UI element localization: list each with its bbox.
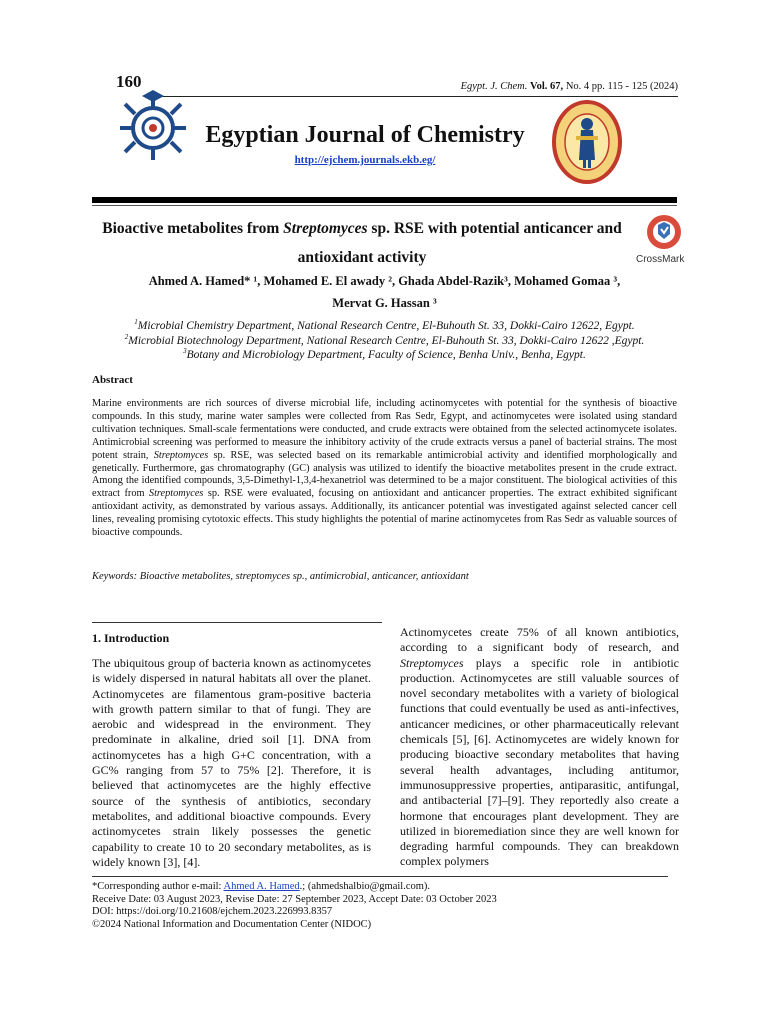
authors-line-2: Mervat G. Hassan ³ (332, 296, 437, 310)
citation-journal: Egypt. J. Chem. (460, 81, 528, 92)
keywords: Keywords: Bioactive metabolites, streptomyces sp., antimicrobial, anticancer, antioxidant (92, 571, 469, 582)
header-thick-bar (92, 197, 677, 203)
introduction-heading: 1. Introduction (92, 631, 170, 645)
abstract-body: Marine environments are rich sources of diverse microbial life, including actinomycetes with potential for the synthesis of bioactive compounds. In this study, marine water samples were collected from Ras Sedr, Egypt, and actinomycetes were isolated using standard cultivation techniques. Small-scale fermentations were conducted, and crude extracts were obtained from the selected actinomycete isolates. Antimicrobial screening was performed to measure the inhibitory activity of the crude extracts versus a panel of bacterial strains. The most potent strain, Streptomyces sp. RSE, was selected based on its remarkable antimicrobial activity and identified morphologically and genetically. Furthermore, gas chromatography (GC) analysis was utilized to identify the bioactive metabolites present in the crude extract. Among the identified compounds, 3,5-Dimethyl-1,3,4-hexanetriol was determined to be a major constituent. The biological activities of this extract from Streptomyces sp. RSE were evaluated, focusing on antioxidant and anticancer properties. The extract exhibited significant antioxidant activity, as demonstrated by various assays. Additionally, its anticancer potential was investigated against selected cancer cell lines, revealing promising cytotoxic effects. This study highlights the potential of marine actinomycetes from Ras Sedr as valuable sources of bioactive compounds. (92, 398, 677, 539)
journal-title: Egyptian Journal of Chemistry (205, 122, 525, 148)
corresponding-author: *Corresponding author e-mail: Ahmed A. Hamed.; (ahmedshalbio@gmail.com). (92, 881, 431, 892)
title-part-2: sp. RSE with potential anticancer and (367, 220, 622, 237)
footer-rule (92, 876, 668, 877)
citation-issue: No. 4 pp. 115 - 125 (2024) (565, 81, 678, 92)
header-rule (150, 96, 678, 97)
society-seal-icon (552, 100, 622, 184)
title-line-2: antioxidant activity (297, 249, 427, 266)
title-genus: Streptomyces (283, 220, 368, 237)
footer-notes (92, 881, 692, 931)
section-divider (92, 622, 382, 623)
corresponding-author-link[interactable]: Ahmed A. Hamed (223, 881, 300, 892)
affiliation-2: $^2$Microbial Biotechnology Department, National Research Centre, El-Buhouth St. 33, Dokki-Cairo 12622 ,Egypt. (124, 333, 645, 347)
author-list (92, 270, 677, 314)
article-title (92, 214, 632, 272)
page-number: 160 (116, 72, 142, 91)
introduction-right-column: Actinomycetes create 75% of all known antibiotics, according to a significant body of research, and Streptomyces plays a specific role in antibiotic production. Actinomycetes are still valuable sources of novel secondary metabolites with a variety of biological functions that could eventually be used as anti-infectives, anticancer medicines, or other pharmaceutically relevant chemicals [5], [6]. Actinomycetes are widely known for producing bioactive secondary metabolites that having several health advantages, including antitumor, immunosuppressive properties, antiparasitic, antifungal, and antibacterial [7]–[9]. They reportedly also create a hormone that encourages plant development. They are utilized in bioremediation since they are well known for degrading harmful compounds. They can breakdown complex polymers (400, 625, 679, 869)
copyright: ©2024 National Information and Documentation Center (NIDOC) (92, 918, 372, 930)
affiliation-1: $^1$Microbial Chemistry Department, National Research Centre, El-Buhouth St. 33, Dokki-Cairo 12622, Egypt. (134, 318, 635, 332)
title-part-1: Bioactive metabolites from (102, 220, 284, 237)
article-dates: Receive Date: 03 August 2023, Revise Date: 27 September 2023, Accept Date: 03 October 2023 (92, 893, 497, 905)
affiliation-3: $^3$Botany and Microbiology Department, Faculty of Science, Benha Univ., Benha, Egypt. (183, 347, 586, 361)
journal-citation (366, 81, 678, 92)
abstract-heading: Abstract (92, 374, 133, 386)
introduction-left-column: The ubiquitous group of bacteria known as actinomycetes is widely dispersed in natural habitats all over the planet. Actinomycetes are filamentous gram-positive bacteria with growth pattern similar to that of fungi. They are aerobic and widespread in the environment. They predominate in alkaline, dried soil [1]. DNA from actinomycetes has a high G+C concentration, with a GC% ranging from 57 to 75% [2]. Therefore, it is believed that actinomycetes are the highly effective source of the synthesis of antibiotics, secondary metabolites, and additional bioactive compounds. Every actinomycetes strain likely possesses the genetic capability to create 10 to 20 secondary metabolites, as is widely known [3], [4]. (92, 656, 371, 869)
authors-line-1: Ahmed A. Hamed* ¹, Mohamed E. El awady ², Ghada Abdel-Razik³, Mohamed Gomaa ³, (148, 274, 621, 288)
citation-volume: Vol. 67, (530, 81, 564, 92)
crossmark-label[interactable]: CrossMark (636, 254, 685, 265)
article-doi: DOI: https://doi.org/10.21608/ejchem.2023.226993.8357 (92, 906, 333, 918)
journal-url-link[interactable]: http://ejchem.journals.ekb.eg/ (294, 154, 436, 166)
header-thin-bar (92, 205, 677, 206)
